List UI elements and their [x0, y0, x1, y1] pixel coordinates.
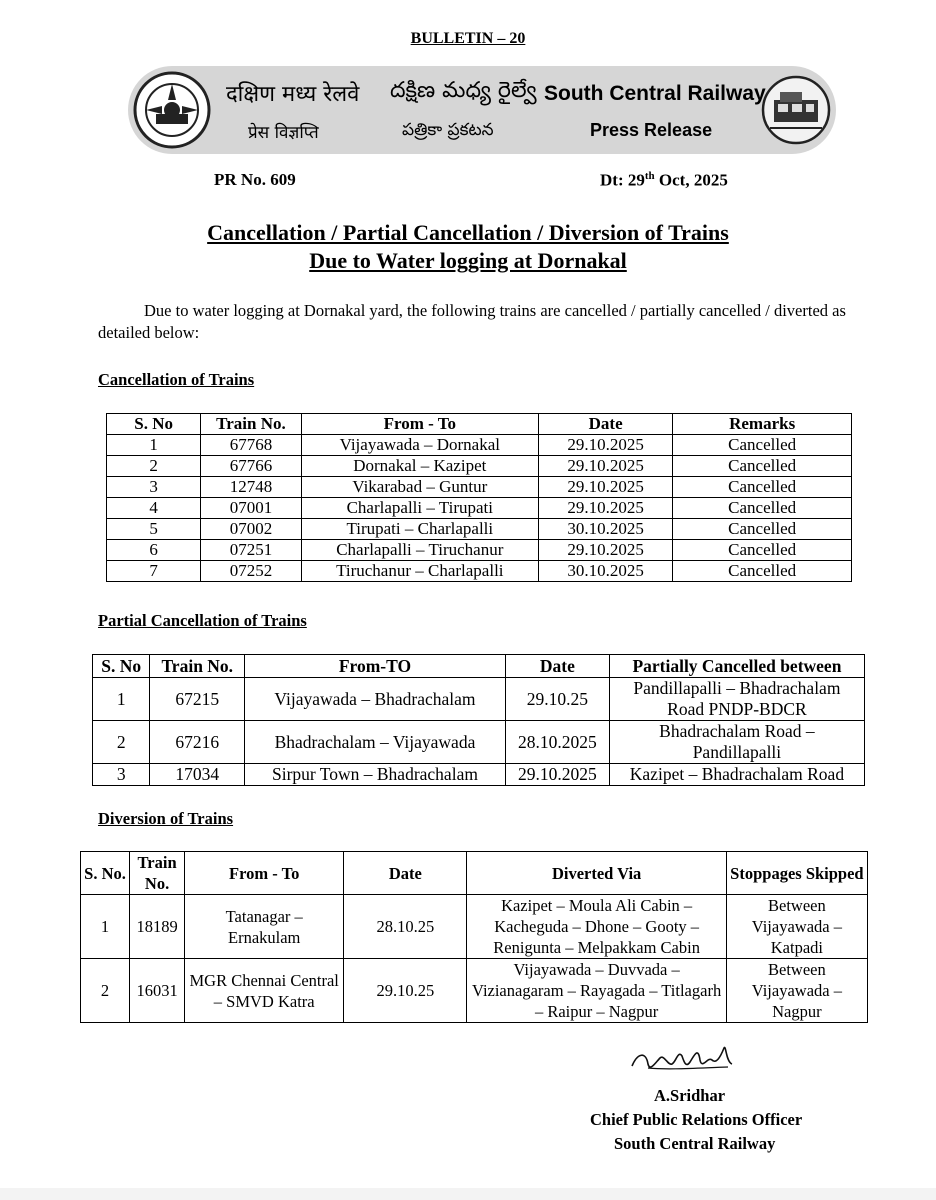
- table-header-cell: Train No.: [201, 414, 301, 435]
- table-row: [81, 895, 868, 959]
- table-cell: Kazipet – Bhadrachalam Road: [609, 764, 864, 786]
- table-cell: 07001: [201, 498, 301, 519]
- table-cell: Vijayawada – Dornakal: [301, 435, 538, 456]
- page-bottom-edge: [0, 1188, 936, 1200]
- table-header-cell: Stoppages Skipped: [726, 852, 867, 895]
- table-cell: Kazipet – Moula Ali Cabin – Kacheguda – Dhone – Gooty – Renigunta – Melpakkam Cabin: [467, 895, 726, 959]
- table-cell: 29.10.2025: [538, 435, 672, 456]
- table-cell: Vijayawada – Bhadrachalam: [245, 678, 506, 721]
- table-cell: 2: [93, 721, 150, 764]
- table-row: [107, 540, 852, 561]
- table-row: [81, 959, 868, 1023]
- table-row: [107, 561, 852, 582]
- table-cell: Tatanagar – Ernakulam: [185, 895, 344, 959]
- table-cell: 67768: [201, 435, 301, 456]
- table-cell: 29.10.2025: [538, 540, 672, 561]
- table-cell: Vijayawada – Duvvada – Vizianagaram – Rayagada – Titlagarh – Raipur – Nagpur: [467, 959, 726, 1023]
- table-header-cell: S. No: [107, 414, 201, 435]
- table-cell: Tirupati – Charlapalli: [301, 519, 538, 540]
- table-cell: Tiruchanur – Charlapalli: [301, 561, 538, 582]
- banner-hindi-subtitle: प्रेस विज्ञप्ति: [248, 123, 319, 143]
- table-header-cell: Remarks: [673, 414, 852, 435]
- table-row: [93, 721, 865, 764]
- table-cell: 28.10.25: [344, 895, 467, 959]
- table-cell: MGR Chennai Central – SMVD Katra: [185, 959, 344, 1023]
- table-cell: 7: [107, 561, 201, 582]
- table-cell: 16031: [130, 959, 185, 1023]
- table-row: [93, 678, 865, 721]
- headline-line-1: Cancellation / Partial Cancellation / Diversion of Trains: [207, 220, 729, 245]
- handwritten-signature: [628, 1042, 738, 1076]
- table-cell: 29.10.2025: [538, 477, 672, 498]
- table-cell: 29.10.2025: [538, 498, 672, 519]
- table-cell: 29.10.25: [344, 959, 467, 1023]
- table-cell: Vikarabad – Guntur: [301, 477, 538, 498]
- table-cell: 12748: [201, 477, 301, 498]
- table-cell: Dornakal – Kazipet: [301, 456, 538, 477]
- table-row: [107, 456, 852, 477]
- table-cell: 67215: [150, 678, 245, 721]
- table-cell: 18189: [130, 895, 185, 959]
- table-cell: 30.10.2025: [538, 561, 672, 582]
- release-date: Dt: 29th Oct, 2025: [600, 170, 728, 190]
- table-cell: 29.10.25: [505, 678, 609, 721]
- table-cell: Bhadrachalam Road – Pandillapalli: [609, 721, 864, 764]
- locomotive-logo-icon: [760, 74, 832, 146]
- table-cell: 1: [107, 435, 201, 456]
- table-header-cell: Date: [538, 414, 672, 435]
- table-cell: Cancelled: [673, 435, 852, 456]
- table-cell: 29.10.2025: [538, 456, 672, 477]
- table-cell: 5: [107, 519, 201, 540]
- signatory-name: A.Sridhar: [654, 1086, 726, 1105]
- table-header-cell: Train No.: [130, 852, 185, 895]
- banner-hindi-title: दक्षिण मध्य रेलवे: [226, 82, 360, 107]
- table-header-cell: Train No.: [150, 655, 245, 678]
- table-header-cell: Date: [505, 655, 609, 678]
- table-header-cell: From - To: [185, 852, 344, 895]
- table-cell: 2: [107, 456, 201, 477]
- table-header-cell: S. No: [93, 655, 150, 678]
- table-row: [107, 435, 852, 456]
- table-row: [93, 764, 865, 786]
- signatory-organization: South Central Railway: [614, 1134, 776, 1153]
- table-cell: 1: [93, 678, 150, 721]
- table-cell: 28.10.2025: [505, 721, 609, 764]
- intro-paragraph: Due to water logging at Dornakal yard, the following trains are cancelled / partially cancelled / diverted as detailed below:: [98, 301, 846, 342]
- table-cell: Cancelled: [673, 456, 852, 477]
- table-cell: Pandillapalli – Bhadrachalam Road PNDP-BDCR: [609, 678, 864, 721]
- table-cell: 17034: [150, 764, 245, 786]
- signatory-designation: Chief Public Relations Officer: [590, 1110, 803, 1129]
- table-cell: 07002: [201, 519, 301, 540]
- table-cell: Cancelled: [673, 519, 852, 540]
- table-cell: 67216: [150, 721, 245, 764]
- diversion-section-title: Diversion of Trains: [98, 809, 234, 828]
- cancellation-section-title: Cancellation of Trains: [98, 370, 255, 389]
- table-cell: 07252: [201, 561, 301, 582]
- table-header-cell: Partially Cancelled between: [609, 655, 864, 678]
- table-cell: 1: [81, 895, 130, 959]
- table-cell: Cancelled: [673, 540, 852, 561]
- indian-railways-logo-icon: [132, 70, 212, 150]
- table-cell: 07251: [201, 540, 301, 561]
- table-row: [107, 519, 852, 540]
- table-cell: 4: [107, 498, 201, 519]
- table-cell: 2: [81, 959, 130, 1023]
- table-cell: 6: [107, 540, 201, 561]
- table-cell: Sirpur Town – Bhadrachalam: [245, 764, 506, 786]
- banner-english-title: South Central Railway: [544, 82, 766, 105]
- table-cell: Bhadrachalam – Vijayawada: [245, 721, 506, 764]
- table-cell: 30.10.2025: [538, 519, 672, 540]
- table-cell: Cancelled: [673, 561, 852, 582]
- table-cell: 3: [93, 764, 150, 786]
- table-header-cell: Diverted Via: [467, 852, 726, 895]
- banner-telugu-title: దక్షిణ మధ్య రైల్వే: [390, 78, 537, 103]
- partial-cancellation-table: [92, 654, 865, 786]
- table-cell: Between Vijayawada – Katpadi: [726, 895, 867, 959]
- headline-line-2: Due to Water logging at Dornakal: [309, 248, 627, 273]
- table-header-cell: Date: [344, 852, 467, 895]
- table-cell: Cancelled: [673, 477, 852, 498]
- press-release-number: PR No. 609: [214, 170, 296, 189]
- table-cell: Charlapalli – Tirupati: [301, 498, 538, 519]
- cancellation-table: [106, 413, 852, 582]
- table-cell: 29.10.2025: [505, 764, 609, 786]
- diversion-table: [80, 851, 868, 1023]
- table-cell: Between Vijayawada – Nagpur: [726, 959, 867, 1023]
- table-cell: 3: [107, 477, 201, 498]
- table-header-cell: From - To: [301, 414, 538, 435]
- table-row: [107, 477, 852, 498]
- table-cell: 67766: [201, 456, 301, 477]
- banner-telugu-subtitle: పత్రికా ప్రకటన: [402, 120, 494, 140]
- partial-cancellation-section-title: Partial Cancellation of Trains: [98, 611, 307, 630]
- table-row: [107, 498, 852, 519]
- bulletin-number: BULLETIN – 20: [410, 30, 526, 47]
- table-cell: Charlapalli – Tiruchanur: [301, 540, 538, 561]
- table-header-cell: From-TO: [245, 655, 506, 678]
- table-cell: Cancelled: [673, 498, 852, 519]
- banner-english-subtitle: Press Release: [590, 120, 713, 140]
- table-header-cell: S. No.: [81, 852, 130, 895]
